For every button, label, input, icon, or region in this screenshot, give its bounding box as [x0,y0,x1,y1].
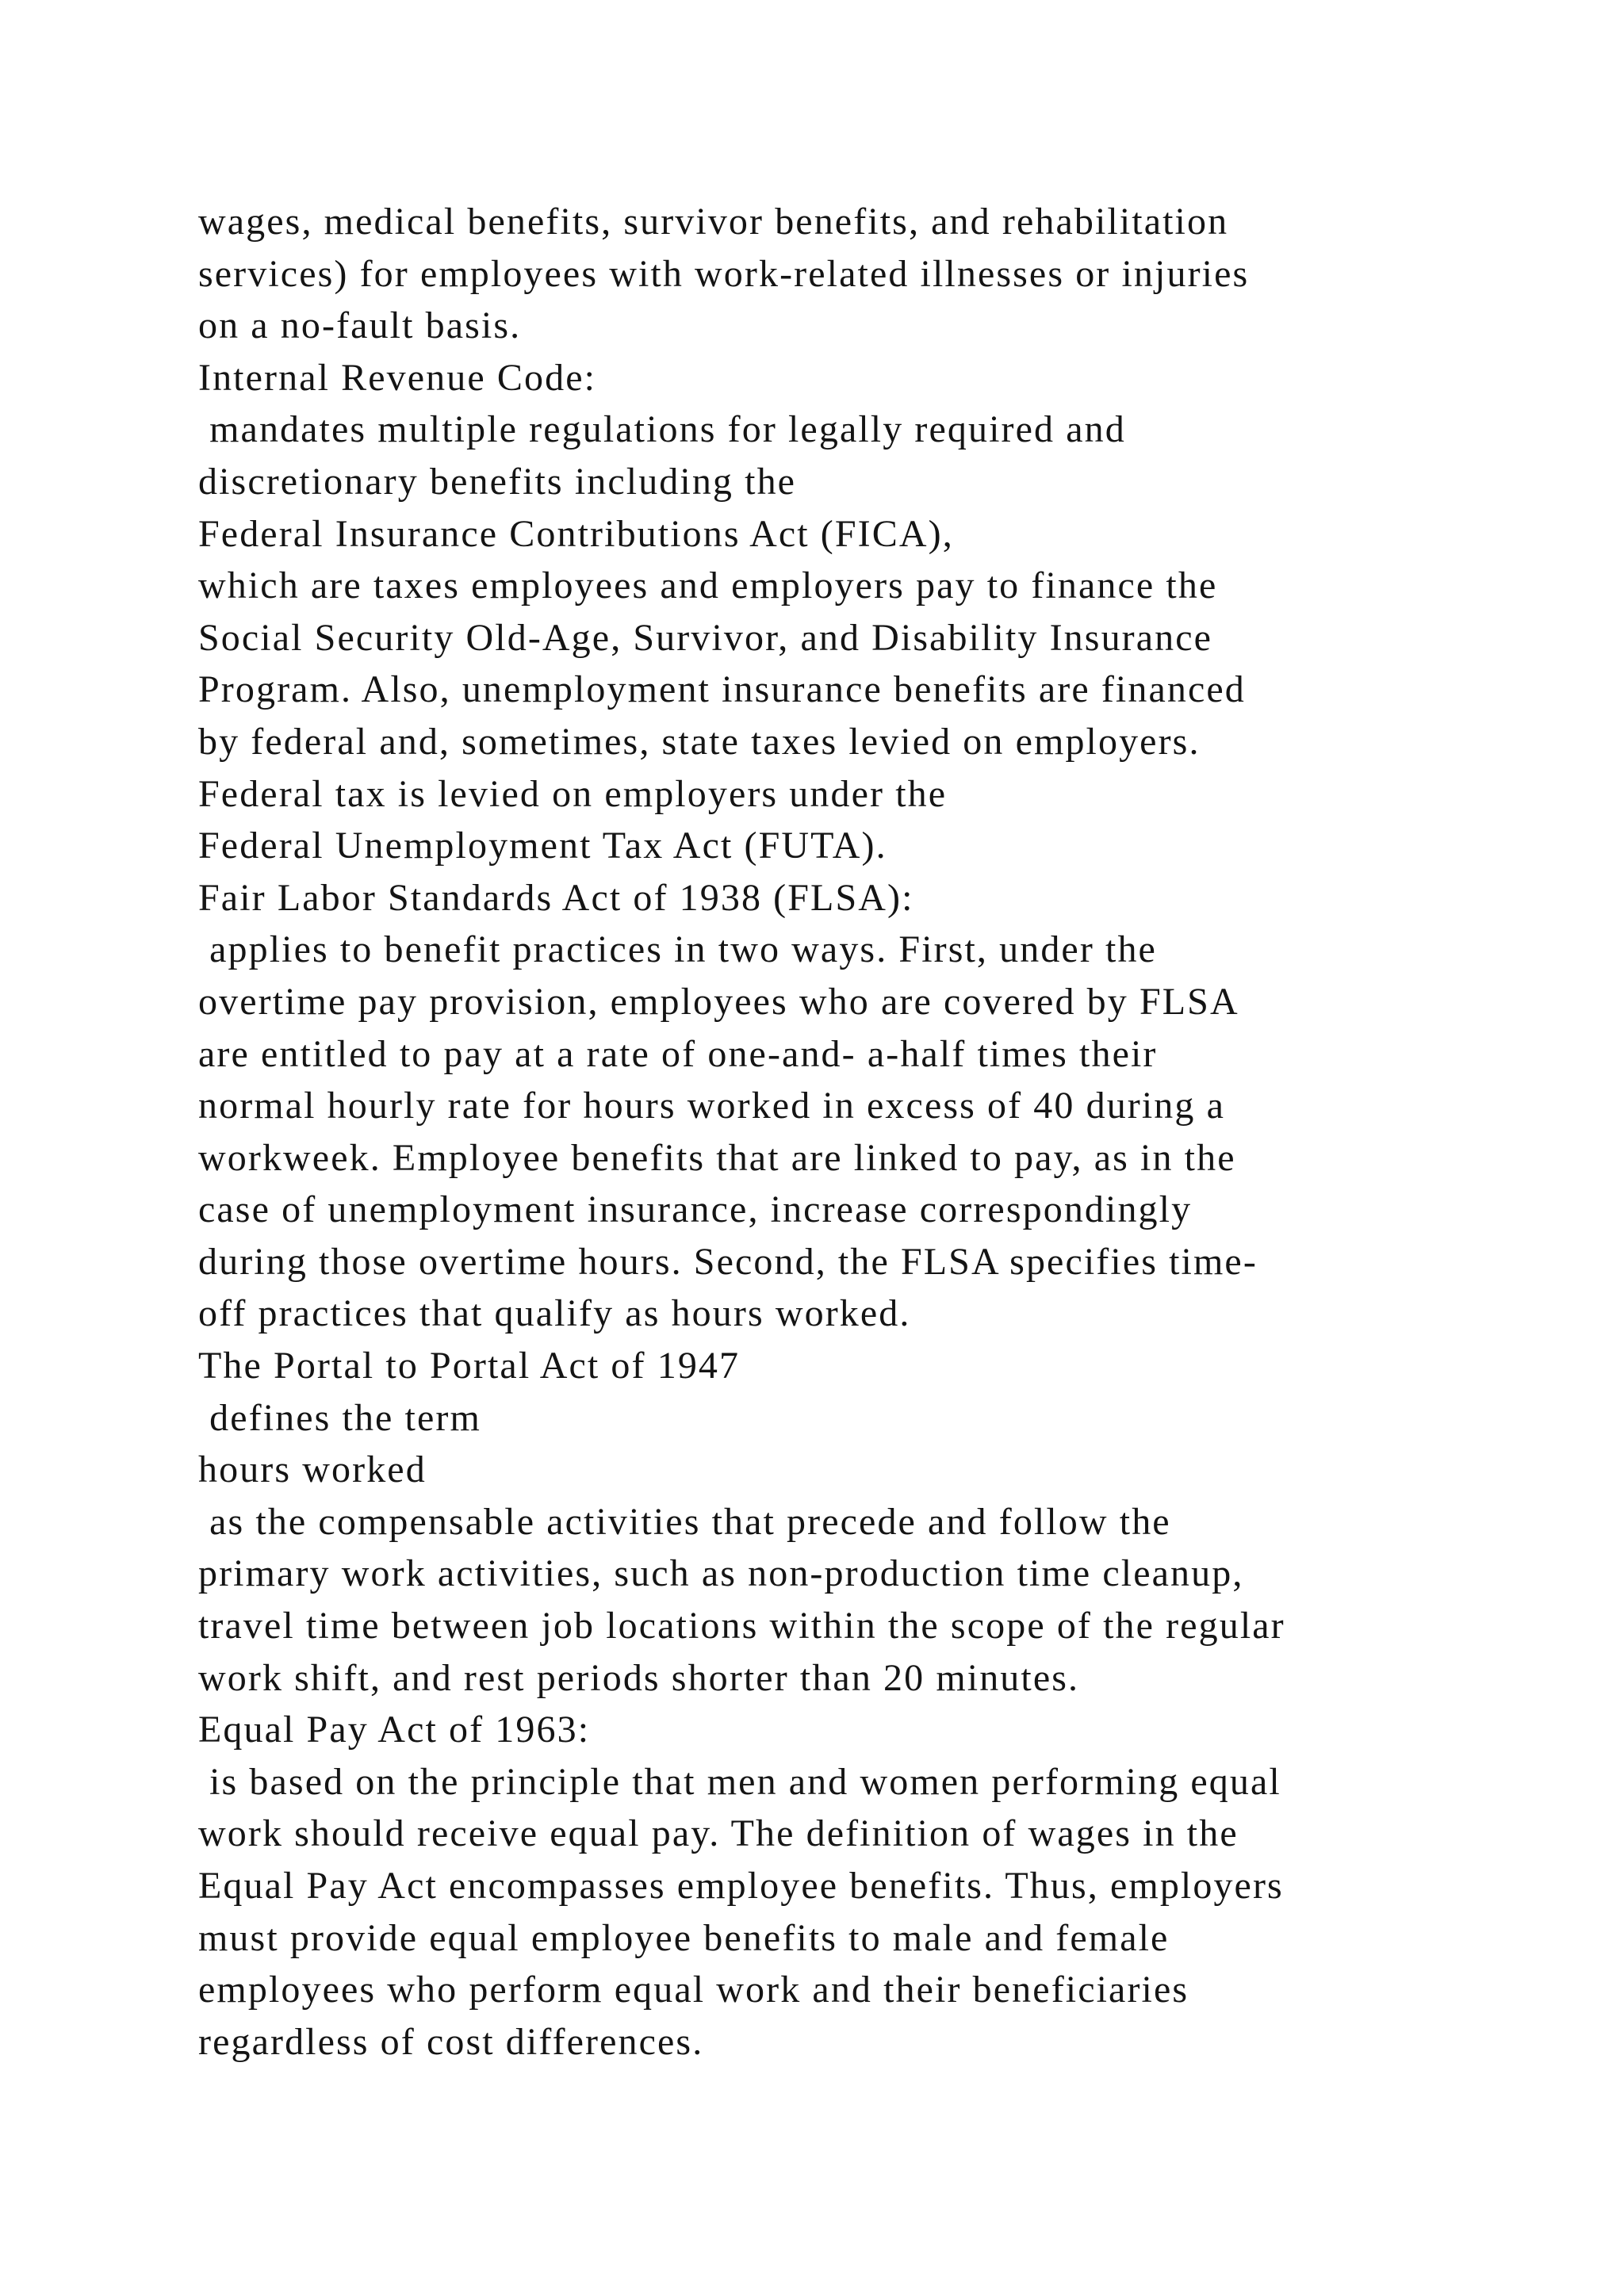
text-line: hours worked [198,1448,427,1491]
text-line: primary work activities, such as non-production time cleanup, [198,1552,1244,1595]
text-line: Federal Insurance Contributions Act (FICA), [198,512,954,555]
text-line: overtime pay provision, employees who are covered by FLSA [198,980,1239,1023]
section-heading: Internal Revenue Code: [198,356,597,399]
text-line: wages, medical benefits, survivor benefits, and rehabilitation [198,201,1229,243]
text-line: travel time between job locations within the scope of the regular [198,1605,1285,1647]
text-line: case of unemployment insurance, increase correspondingly [198,1188,1193,1231]
text-line: Federal tax is levied on employers under the [198,772,948,815]
text-line: must provide equal employee benefits to male and female [198,1916,1170,1959]
text-line: work should receive equal pay. The definition of wages in the [198,1812,1239,1855]
text-line: on a no-fault basis. [198,304,522,347]
text-line: Program. Also, unemployment insurance benefits are financed [198,668,1246,711]
text-line: Social Security Old-Age, Survivor, and Disability Insurance [198,616,1213,659]
text-line: Federal Unemployment Tax Act (FUTA). [198,825,887,867]
section-heading: Equal Pay Act of 1963: [198,1709,591,1751]
text-line: by federal and, sometimes, state taxes levied on employers. [198,720,1201,763]
text-line: applies to benefit practices in two ways. First, under the [198,928,1157,971]
text-line: defines the term [198,1396,481,1439]
text-line: as the compensable activities that precede and follow the [198,1500,1171,1543]
text-line: is based on the principle that men and women performing equal [198,1760,1281,1803]
text-line: services) for employees with work-related illnesses or injuries [198,252,1250,295]
text-line: off practices that qualify as hours worked. [198,1292,911,1335]
section-heading: Fair Labor Standards Act of 1938 (FLSA): [198,876,914,919]
text-line: discretionary benefits including the [198,460,797,503]
text-line: normal hourly rate for hours worked in excess of 40 during a [198,1085,1226,1127]
text-line: during those overtime hours. Second, the FLSA specifies time- [198,1240,1258,1283]
text-line: regardless of cost differences. [198,2020,704,2063]
body-text [198,196,1594,2068]
section-heading: The Portal to Portal Act of 1947 [198,1345,741,1387]
text-line: workweek. Employee benefits that are linked to pay, as in the [198,1136,1236,1179]
text-line: employees who perform equal work and their beneficiaries [198,1969,1189,2011]
text-line: mandates multiple regulations for legally required and [198,408,1126,451]
text-line: Equal Pay Act encompasses employee benefits. Thus, employers [198,1865,1284,1907]
text-line: work shift, and rest periods shorter than 20 minutes. [198,1656,1080,1699]
text-line: which are taxes employees and employers pay to finance the [198,564,1218,607]
text-line: are entitled to pay at a rate of one-and- a-half times their [198,1032,1158,1075]
